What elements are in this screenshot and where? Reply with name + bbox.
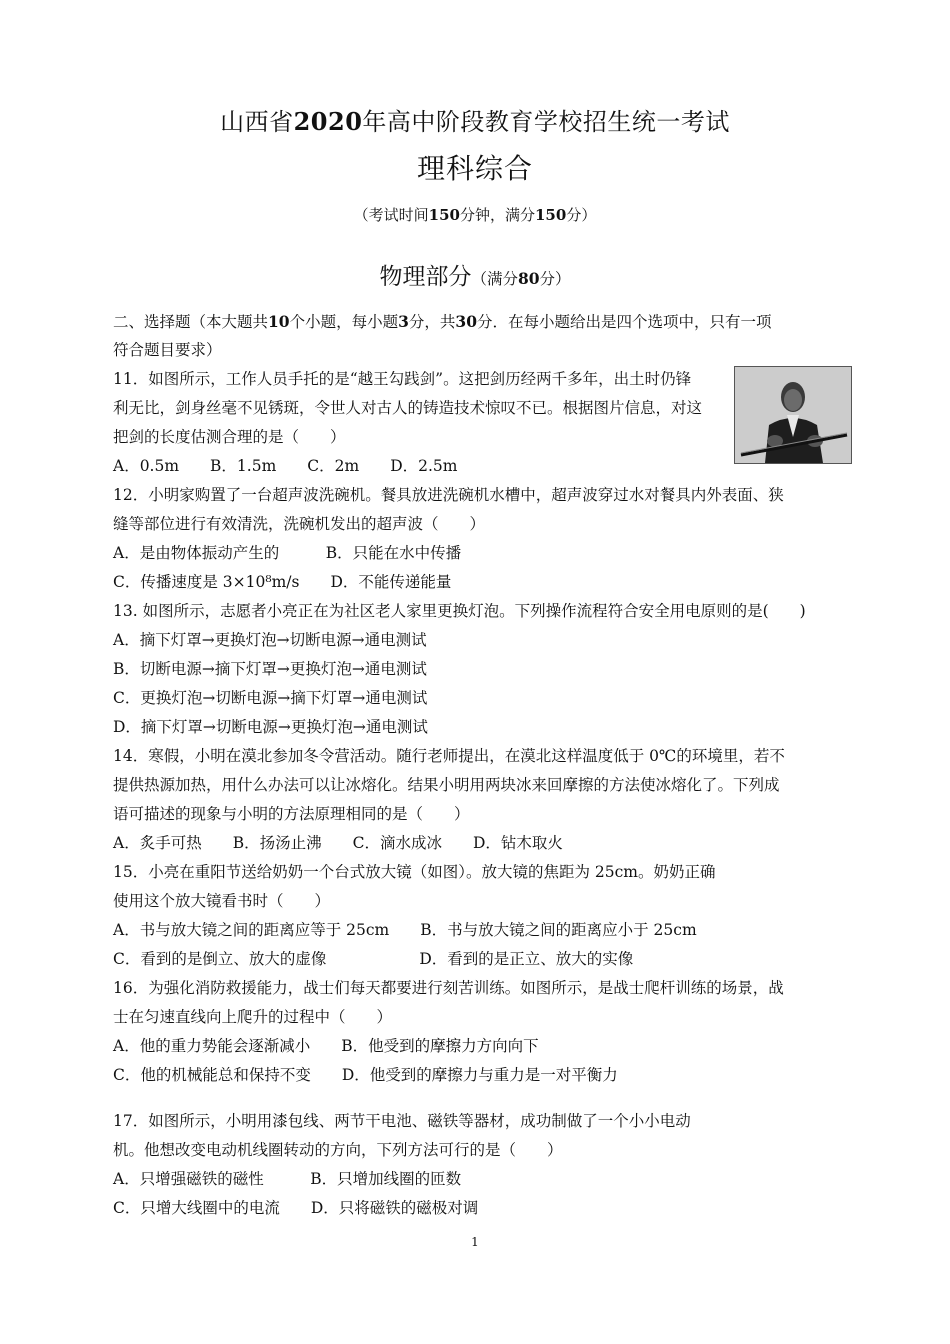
question-11-line-3: 把剑的长度估测合理的是（ ） [113,428,346,446]
subject-title: 理科综合 [416,152,533,185]
question-17-line-2: 机。他想改变电动机线圈转动的方向，下列方法可行的是（ ） [113,1141,563,1159]
question-15-line-1: 15．小亮在重阳节送给奶奶一个台式放大镜（如图）。放大镜的焦距为 25cm。奶奶正确 [113,863,716,881]
question-11-line-1: 11．如图所示，工作人员手托的是“越王勾践剑”。这把剑历经两千多年，出土时仍锋 [113,370,692,388]
exam-info [0,204,950,225]
instr-points: 3 [398,312,409,331]
exam-total-score: 150 [535,206,567,224]
section-score: 80 [517,269,540,288]
exam-title [0,102,950,137]
question-11-line-2: 利无比，剑身丝毫不见锈斑，令世人对古人的铸造技术惊叹不已。根据图片信息，对这 [113,399,703,417]
instr-text: 分．在每小题给出是四个选项中，只有一项 [477,313,772,331]
title-rest: 年高中阶段教育学校招生统一考试 [362,108,730,136]
title-year: 2020 [293,107,363,136]
question-13-option-c: C．更换灯泡→切断电源→摘下灯罩→通电测试 [113,689,428,707]
exam-info-text: 分） [566,206,597,224]
instr-text: 二、选择题（本大题共 [113,313,269,331]
question-16-options-1: A．他的重力势能会逐渐减小 B．他受到的摩擦力方向向下 [113,1037,539,1055]
question-12-line-1: 12．小明家购置了一台超声波洗碗机。餐具放进洗碗机水槽中，超声波穿过水对餐具内外表面、狭 [113,486,784,504]
exam-time: 150 [428,206,460,224]
question-13-option-d: D．摘下灯罩→切断电源→更换灯泡→通电测试 [113,718,428,736]
question-14-line-2: 提供热源加热，用什么办法可以让冰熔化。结果小明用两块冰来回摩擦的方法使冰熔化了。下列成 [113,776,780,794]
question-12-options-1: A．是由物体振动产生的 B．只能在水中传播 [113,544,462,562]
instr-text: 个小题，每小题 [289,313,399,331]
section-heading [0,258,950,291]
question-17-options-1: A．只增强磁铁的磁性 B．只增加线圈的匝数 [113,1170,462,1188]
question-13-option-a: A．摘下灯罩→更换灯泡→切断电源→通电测试 [113,631,427,649]
instr-total: 30 [455,312,477,331]
question-13-option-b: B．切断电源→摘下灯罩→更换灯泡→通电测试 [113,660,427,678]
question-16-options-2: C．他的机械能总和保持不变 D．他受到的摩擦力与重力是一对平衡力 [113,1066,618,1084]
exam-info-text: （考试时间 [353,206,429,224]
question-12-options-2: C．传播速度是 3×10⁸m/s D．不能传递能量 [113,573,452,591]
instructions-line-2: 符合题目要求） [113,341,222,359]
question-15-options-2: C．看到的是倒立、放大的虚像 D．看到的是正立、放大的实像 [113,950,634,968]
question-14-options: A．炙手可热 B．扬汤止沸 C．滴水成冰 D．钻木取火 [113,834,563,852]
question-16-line-2: 士在匀速直线向上爬升的过程中（ ） [113,1008,393,1026]
question-13-line-1: 13. 如图所示，志愿者小亮正在为社区老人家里更换灯泡。下列操作流程符合安全用电原则的是( ) [113,602,806,620]
question-14-line-1: 14．寒假，小明在漠北参加冬令营活动。随行老师提出，在漠北这样温度低于 0℃的环境里，若不 [113,747,785,765]
instr-count: 10 [268,312,290,331]
exam-info-text: 分钟，满分 [459,206,535,224]
question-11-options: A．0.5m B．1.5m C．2m D．2.5m [113,457,458,475]
sword-photo-image [735,367,851,463]
question-15-line-2: 使用这个放大镜看书时（ ） [113,892,331,910]
section-score-text: 分） [539,270,571,288]
instructions-line-1 [113,311,772,333]
question-17-options-2: C．只增大线圈中的电流 D．只将磁铁的磁极对调 [113,1199,479,1217]
question-16-line-1: 16．为强化消防救援能力，战士们每天都要进行刻苦训练。如图所示，是战士爬杆训练的场景，战 [113,979,784,997]
section-score-text: （满分 [471,270,518,288]
question-17-line-1: 17．如图所示，小明用漆包线、两节干电池、磁铁等器材，成功制做了一个小小电动 [113,1112,691,1130]
page-number: 1 [471,1235,479,1249]
question-14-line-3: 语可描述的现象与小明的方法原理相同的是（ ） [113,805,470,823]
title-province: 山西省 [220,108,294,136]
sword-photo [734,366,852,464]
section-name: 物理部分 [379,264,472,290]
question-12-line-2: 缝等部位进行有效清洗，洗碗机发出的超声波（ ） [113,515,486,533]
instr-text: 分，共 [408,313,456,331]
question-15-options-1: A．书与放大镜之间的距离应等于 25cm B．书与放大镜之间的距离应小于 25cm [113,921,697,939]
